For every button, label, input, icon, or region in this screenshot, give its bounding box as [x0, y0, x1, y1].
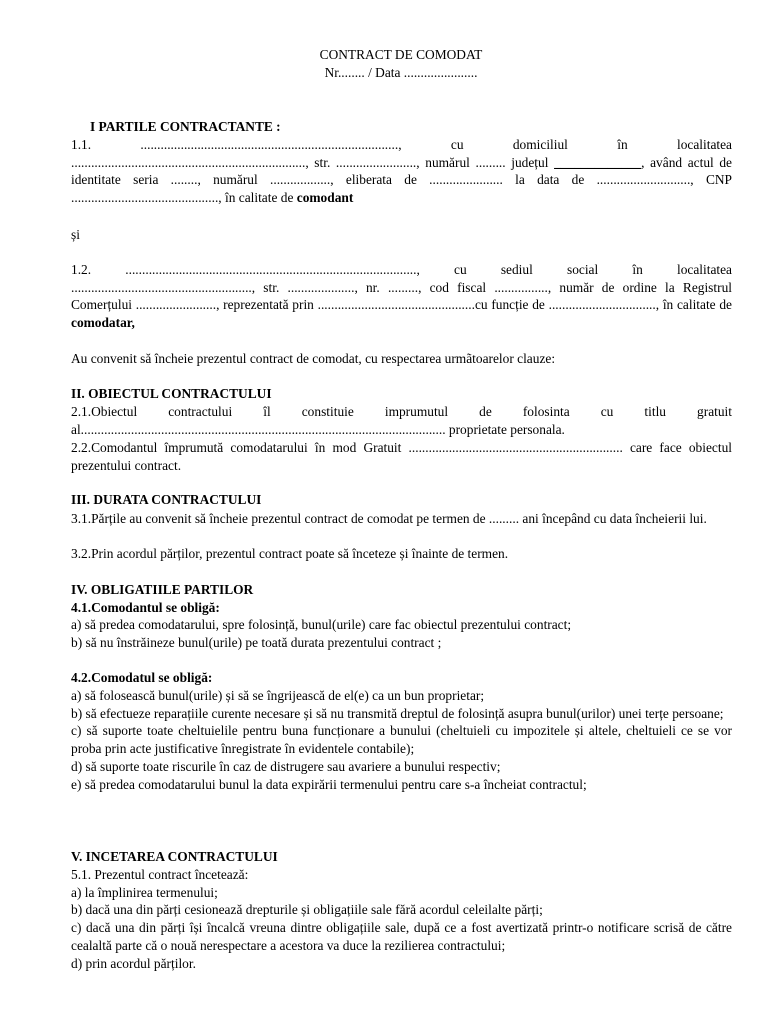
clause-1-2 — [71, 261, 732, 332]
list-item: e) să predea comodatarului bunul la data expirării termenului pentru care s-a încheiat contractul; — [71, 776, 587, 792]
section-4-heading: IV. OBLIGATIILE PARTILOR — [71, 582, 254, 597]
clause-3-1: 3.1.Părțile au convenit să încheie prezentul contract de comodat pe termen de ......... ani începând cu data încheierii lui. — [71, 511, 707, 526]
section-5-list — [71, 866, 732, 972]
clause-1-1 — [71, 136, 732, 207]
agreement-statement: Au convenit să încheie prezentul contract de comodat, cu respectarea urmãtoarelor clauze: — [71, 351, 556, 366]
document-title: CONTRACT DE COMODAT — [319, 47, 483, 62]
subsection-4-1-list — [71, 616, 732, 651]
clause-1-1-role: comodant — [296, 190, 354, 206]
section-3-heading: III. DURATA CONTRACTULUI — [71, 492, 262, 507]
clause-1-1-blank: _____________ — [554, 154, 642, 170]
clause-1-2-text: 1.2. ......................................................................................., cu sediul social în localitatea ......................................................, str. ...................., nr. ........., cod fiscal ................, număr de ordine la Registrul Comerțului ........................, reprezentată prin ...............................................cu funcție de ................................, în calitate de — [71, 262, 732, 313]
clause-1-1-text-a: 1.1. ............................................................................., cu domiciliul în localitatea ......................................................................, str. ........................, numărul ......... județul — [71, 137, 732, 170]
clause-2-1: 2.1.Obiectul contractului îl constituie imprumutul de folosinta cu titlu gratuit al............................................................................................................. proprietate personala. — [71, 404, 732, 437]
list-item: b) să nu înstrăineze bunul(urile) pe toată durata prezentului contract ; — [71, 634, 442, 650]
clause-2-2: 2.2.Comodantul împrumută comodatarului în mod Gratuit ................................................................ care face obiectul prezentului contract. — [71, 440, 732, 473]
list-item: c) dacă una din părți își încalcă vreuna dintre obligațiile sale, după ce a fost avertizată printr-o notificare scrisă de către cealaltă parte că o nouă nerespectare a acestora va duce la rezilierea contractului; — [71, 920, 732, 953]
subsection-4-2-list — [71, 687, 732, 793]
list-item: d) să suporte toate riscurile în caz de distrugere sau avariere a bunului respectiv; — [71, 758, 501, 774]
list-item: a) la împlinirea termenului; — [71, 884, 218, 900]
document-number-date: Nr........ / Data ...................... — [324, 65, 478, 80]
clause-3-2: 3.2.Prin acordul părților, prezentul contract poate să înceteze și înainte de termen. — [71, 546, 509, 561]
list-item: b) să efectueze reparațiile curente necesare și să nu transmită dreptul de folosință asupra bunul(urilor) unei terțe persoane; — [71, 705, 724, 721]
conjunction-and: și — [71, 227, 80, 242]
list-item: d) prin acordul părților. — [71, 955, 196, 971]
subsection-4-2-heading: 4.2.Comodatul se obligă: — [71, 670, 213, 685]
subsection-4-1-heading: 4.1.Comodantul se obligă: — [71, 600, 220, 615]
list-item: a) să folosească bunul(urile) și să se îngrijească de el(e) ca un bun proprietar; — [71, 688, 485, 703]
clause-1-2-role: comodatar, — [71, 315, 135, 331]
clause-5-1: 5.1. Prezentul contract încetează: — [71, 867, 249, 882]
section-5-heading: V. INCETAREA CONTRACTULUI — [71, 849, 278, 864]
section-1-heading: I PARTILE CONTRACTANTE : — [90, 119, 281, 134]
section-2-heading: II. OBIECTUL CONTRACTULUI — [71, 386, 272, 401]
list-item: c) să suporte toate cheltuielile pentru buna funcționare a bunului (cheltuieli cu impozitele și altele, cheltuieli ce se vor proba prin acte justificative înregistrate în evidentele contabile); — [71, 723, 732, 757]
list-item: a) să predea comodatarului, spre folosință, bunul(urile) care fac obiectul prezentului contract; — [71, 617, 572, 632]
clause-1-1-text-b: , având actul de identitate seria ........, numărul .................., eliberata de ...................... la data de ............................, CNP ............................................, în calitate de — [71, 154, 732, 206]
list-item: b) dacă una din părți cesionează drepturile și obligațiile sale fără acordul celeilalte părți; — [71, 902, 543, 918]
